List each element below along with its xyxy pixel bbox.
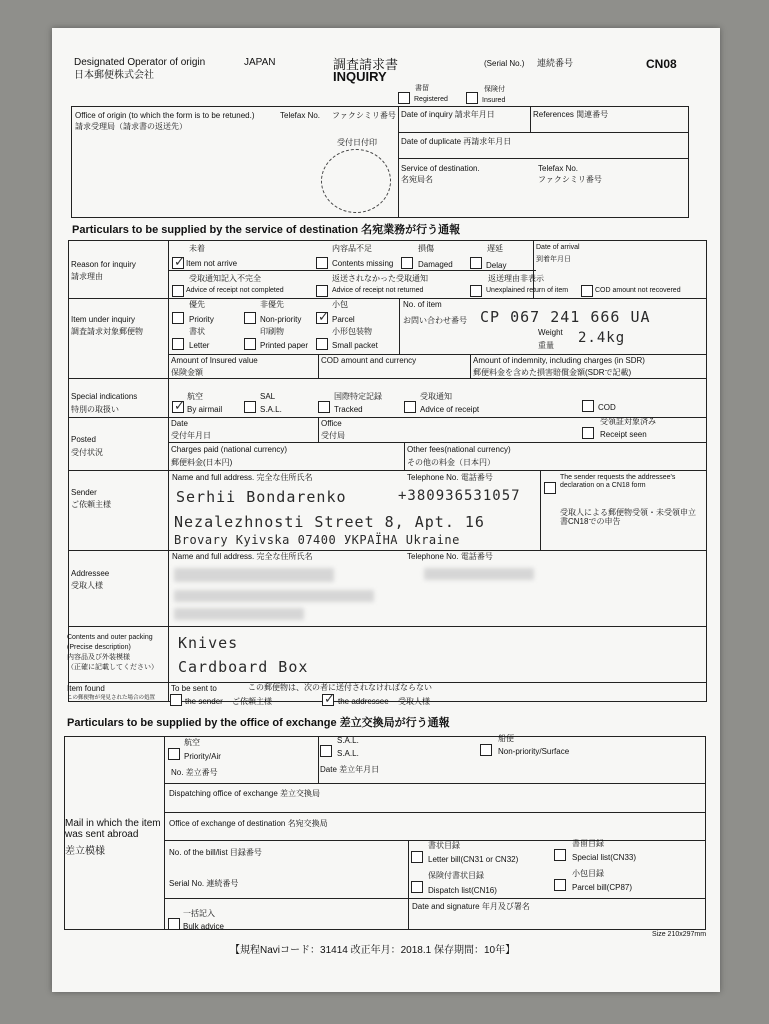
- posted-date-label: Date: [171, 419, 188, 428]
- sender-name-value: Serhii Bondarenko: [176, 488, 347, 506]
- telefax-jp: ファクシミリ番号: [332, 111, 396, 120]
- reason-label: Reason for inquiry: [71, 260, 136, 269]
- parcel-bill-jp: 小包目録: [572, 869, 604, 878]
- section1-title: Particulars to be supplied by the service of destination 名宛業務が行う通報: [72, 224, 461, 236]
- parcel-bill-checkbox[interactable]: [554, 879, 566, 891]
- cod-not-recovered-label: COD amount not recovered: [595, 287, 681, 294]
- country: JAPAN: [244, 57, 276, 68]
- registered-checkbox[interactable]: [398, 92, 410, 104]
- sal-label: S.A.L.: [260, 405, 282, 414]
- found-addressee-jp: 受取人様: [398, 697, 430, 706]
- reason-label-jp: 請求理由: [71, 272, 103, 281]
- found-note-jp: この郵便物は、次の者に送付されなければならない: [248, 683, 432, 692]
- insured-value-jp: 保険金額: [171, 368, 203, 377]
- cod-label: COD: [598, 403, 616, 412]
- special-list-jp: 書留目録: [572, 839, 604, 848]
- insured-jp: 保険付: [484, 86, 505, 93]
- weight-label: Weight: [538, 328, 563, 337]
- serial-label: (Serial No.): [484, 59, 525, 68]
- advice-checkbox[interactable]: [404, 401, 416, 413]
- letter-jp: 書状: [189, 327, 205, 336]
- letter-bill-label: Letter bill(CN31 or CN32): [428, 855, 519, 864]
- not-arrive-jp: 未着: [189, 244, 205, 253]
- charges-jp: 郵便料金(日本円): [171, 458, 233, 467]
- weight-value: 2.4kg: [578, 330, 626, 346]
- advice-label: Advice of receipt: [420, 405, 480, 414]
- exchange-sal-checkbox[interactable]: [320, 745, 332, 757]
- sal-checkbox[interactable]: [244, 401, 256, 413]
- delay-jp: 遅延: [487, 244, 503, 253]
- receipt-seen-label: Receipt seen: [600, 430, 647, 439]
- priority-air-label: Priority/Air: [184, 752, 221, 761]
- receipt-jp: 受領証対象済み: [600, 417, 656, 426]
- advice-incomplete-jp: 受取通知記入不完全: [189, 274, 261, 283]
- found-sender-label: the sender: [185, 697, 223, 706]
- cn18-checkbox[interactable]: [544, 482, 556, 494]
- special-label: Special indications: [71, 392, 138, 401]
- advice-not-returned-jp: 返送されなかった受取通知: [332, 274, 428, 283]
- airmail-label: By airmail: [187, 405, 223, 414]
- unexplained-label: Unexplained return of item: [486, 287, 569, 294]
- sender-address-line2: Brovary Kyivska 07400 УКРАЇНА Ukraine: [174, 533, 460, 547]
- sender-address-line1: Nezalezhnosti Street 8, Apt. 16: [174, 513, 485, 531]
- destination-label: Office of exchange of destination 名宛交換局: [169, 819, 328, 828]
- special-list-label: Special list(CN33): [572, 853, 637, 862]
- form-code: CN08: [646, 57, 677, 71]
- contents-label2: (Precise description): [67, 644, 131, 651]
- insured-checkbox[interactable]: [466, 92, 478, 104]
- cn18-note: The sender requests the addressee's declaration on a CN18 form: [560, 474, 676, 489]
- nonpriority-checkbox[interactable]: [244, 312, 256, 324]
- office-origin-jp: 請求受理局（請求書の返送先）: [75, 122, 187, 131]
- telefax-label: Telefax No.: [280, 111, 321, 120]
- service-dest-label: Service of destination.: [401, 164, 480, 173]
- letter-label: Letter: [189, 341, 210, 350]
- airmail-jp: 航空: [187, 392, 203, 401]
- registered-label: Registered: [414, 96, 448, 103]
- priority-air-checkbox[interactable]: [168, 748, 180, 760]
- advice-incomplete-checkbox[interactable]: [172, 285, 184, 297]
- no-of-item-label: No. of item: [403, 300, 442, 309]
- small-packet-label: Small packet: [332, 341, 378, 350]
- cn18-note-jp: 受取人による郵便物受領・未受領申立書CN18での申告: [560, 508, 696, 526]
- item-not-arrive-label: Item not arrive: [186, 259, 238, 268]
- airmail-checkbox[interactable]: [172, 401, 184, 413]
- found-sender-checkbox[interactable]: [170, 694, 182, 706]
- cod-checkbox[interactable]: [582, 400, 594, 412]
- posted-office-label: Office: [321, 419, 342, 428]
- priority-checkbox[interactable]: [172, 312, 184, 324]
- date-signature-label: Date and signature 年月及び署名: [412, 902, 530, 911]
- sender-label: Sender: [71, 488, 97, 497]
- office-origin-label: Office of origin (to which the form is to be retuned.): [75, 111, 255, 120]
- advice-not-returned-checkbox[interactable]: [316, 285, 328, 297]
- sender-tel-value: +380936531057: [398, 488, 521, 504]
- small-packet-checkbox[interactable]: [316, 338, 328, 350]
- exchange-sal-top: S.A.L.: [337, 736, 359, 745]
- inquiry-date-label: Date of inquiry 請求年月日: [401, 110, 495, 119]
- letter-bill-jp: 書状目録: [428, 841, 460, 850]
- nonpriority-jp: 非優先: [260, 300, 284, 309]
- surface-jp: 船便: [498, 734, 514, 743]
- indemnity-label: Amount of indemnity, including charges (in SDR): [473, 356, 645, 365]
- sender-tel-label: Telephone No. 電話番号: [407, 473, 493, 482]
- advice-jp: 受取通知: [420, 392, 452, 401]
- addressee-address2-redacted: [174, 608, 304, 620]
- addressee-name-redacted: [174, 568, 334, 582]
- delay-checkbox[interactable]: [470, 257, 482, 269]
- contents-label-jp: 内容品及び外装模様: [67, 654, 130, 661]
- item-not-arrive-checkbox[interactable]: [172, 257, 184, 269]
- special-list-checkbox[interactable]: [554, 849, 566, 861]
- arrival-date-label: Date of arrival: [536, 244, 580, 251]
- surface-label: Non-priority/Surface: [498, 747, 570, 756]
- posted-label: Posted: [71, 435, 96, 444]
- found-addressee-checkbox[interactable]: [322, 694, 334, 706]
- dispatch-list-checkbox[interactable]: [411, 881, 423, 893]
- exchange-label: Mail in which the item was sent abroad: [65, 818, 161, 840]
- posted-office-jp: 受付局: [321, 431, 345, 440]
- special-label-jp: 特別の取扱い: [71, 405, 119, 414]
- cod-not-recovered-checkbox[interactable]: [581, 285, 593, 297]
- references-label: References 関連番号: [533, 110, 609, 119]
- printed-paper-checkbox[interactable]: [244, 338, 256, 350]
- exchange-serial-label: Serial No. 連続番号: [169, 879, 239, 888]
- sender-label-jp: ご依頼主様: [71, 500, 111, 509]
- other-fees-label: Other fees(national currency): [407, 445, 511, 454]
- found-addressee-label: the addressee: [338, 697, 389, 706]
- bulk-advice-checkbox[interactable]: [168, 918, 180, 930]
- indemnity-jp: 郵便料金を含めた損害賠償金額(SDRで記載): [473, 368, 632, 377]
- other-fees-jp: その他の料金（日本円）: [407, 458, 495, 467]
- cod-currency-label: COD amount and currency: [321, 356, 417, 365]
- tracked-jp: 国際特定記録: [334, 392, 382, 401]
- tracked-label: Tracked: [334, 405, 363, 414]
- stamp-label: 受付日付印: [337, 138, 377, 147]
- letter-checkbox[interactable]: [172, 338, 184, 350]
- item-found-jp: この郵便物が発見された場合の処置: [67, 695, 156, 701]
- printed-paper-label: Printed paper: [260, 341, 309, 350]
- insured-value-label: Amount of Insured value: [171, 356, 258, 365]
- tracked-checkbox[interactable]: [318, 401, 330, 413]
- inquiry-form: [52, 28, 720, 992]
- weight-jp: 重量: [538, 341, 554, 350]
- delay-label: Delay: [486, 261, 507, 270]
- receipt-seen-checkbox[interactable]: [582, 427, 594, 439]
- paper-size: Size 210x297mm: [652, 931, 707, 938]
- printed-jp: 印刷物: [260, 327, 284, 336]
- contents-missing-label: Contents missing: [332, 259, 394, 268]
- surface-checkbox[interactable]: [480, 744, 492, 756]
- service-dest-jp: 名宛局名: [401, 175, 433, 184]
- tracking-number-value: CP 067 241 666 UA: [480, 308, 651, 326]
- parcel-bill-label: Parcel bill(CP87): [572, 883, 633, 892]
- title-en: INQUIRY: [333, 69, 387, 84]
- posted-label-jp: 受付状況: [71, 448, 103, 457]
- damaged-label: Damaged: [418, 260, 453, 269]
- arrival-date-jp: 到着年月日: [536, 256, 571, 263]
- dispatch-list-jp: 保険付書状目録: [428, 871, 484, 880]
- missing-jp: 内容品不足: [332, 244, 372, 253]
- charges-label: Charges paid (national currency): [171, 445, 288, 454]
- insured-label: Insured: [482, 97, 506, 104]
- exchange-sal-label: S.A.L.: [337, 749, 359, 758]
- air-jp: 航空: [184, 738, 200, 747]
- item-label-jp: 調査請求対象郵便物: [71, 327, 143, 336]
- contents-label: Contents and outer packing: [67, 634, 153, 641]
- parcel-label: Parcel: [332, 315, 355, 324]
- telefax-dest-jp: ファクシミリ番号: [538, 175, 602, 184]
- section2-title: Particulars to be supplied by the office of exchange 差立交換局が行う通報: [67, 717, 450, 729]
- duplicate-date-label: Date of duplicate 再請求年月日: [401, 137, 512, 146]
- advice-incomplete-label: Advice of receipt not completed: [186, 287, 284, 294]
- contents-line2: Cardboard Box: [178, 658, 309, 676]
- addressee-label: Addressee: [71, 569, 110, 578]
- registered-jp: 書留: [415, 85, 429, 92]
- contents-line1: Knives: [178, 634, 239, 652]
- to-be-sent-label: To be sent to: [171, 684, 217, 693]
- addressee-tel-redacted: [424, 568, 534, 580]
- found-sender-jp: ご依頼主様: [232, 697, 272, 706]
- addressee-label-jp: 受取人様: [71, 581, 103, 590]
- addressee-address1-redacted: [174, 590, 374, 602]
- date-stamp-circle: [321, 149, 391, 213]
- operator-jp: 日本郵便株式会社: [74, 70, 154, 81]
- damaged-jp: 損傷: [418, 244, 434, 253]
- contents-label-jp2: （正確に記載してください）: [67, 664, 158, 671]
- item-found-label: Item found: [67, 684, 105, 693]
- exchange-date-label: Date 差立年月日: [320, 765, 380, 774]
- contents-missing-checkbox[interactable]: [316, 257, 328, 269]
- exchange-label-jp: 差立模様: [65, 846, 105, 857]
- addressee-tel-label: Telephone No. 電話番号: [407, 552, 493, 561]
- advice-not-returned-label: Advice of receipt not returned: [332, 287, 424, 294]
- addressee-name-label: Name and full address. 完全な住所氏名: [172, 552, 313, 561]
- exchange-no-label: No. 差立番号: [171, 768, 218, 777]
- sal-top: SAL: [260, 392, 276, 401]
- unexplained-jp: 返送理由非表示: [488, 274, 544, 283]
- serial-jp: 連続番号: [537, 58, 574, 68]
- damaged-checkbox[interactable]: [401, 257, 413, 269]
- bulk-advice-label: Bulk advice: [183, 922, 224, 931]
- unexplained-checkbox[interactable]: [470, 285, 482, 297]
- item-label: Item under inquiry: [71, 315, 136, 324]
- no-of-item-jp: お問い合わせ番号: [403, 316, 467, 325]
- priority-label: Priority: [189, 315, 214, 324]
- footer-code: 【規程Naviコード：31414 改正年月：2018.1 保存期間：10年】: [230, 945, 516, 956]
- letter-bill-checkbox[interactable]: [411, 851, 423, 863]
- parcel-checkbox[interactable]: [316, 312, 328, 324]
- bulk-jp: 一括記入: [183, 909, 215, 918]
- priority-jp: 優先: [189, 300, 205, 309]
- posted-date-jp: 受付年月日: [171, 431, 211, 440]
- title-jp: 調査請求書: [333, 57, 399, 72]
- telefax-dest-label: Telefax No.: [538, 164, 579, 173]
- parcel-jp: 小包: [332, 300, 348, 309]
- bill-no-label: No. of the bill/list 目録番号: [169, 848, 262, 857]
- small-packet-jp: 小形包装物: [332, 327, 372, 336]
- dispatch-list-label: Dispatch list(CN16): [428, 886, 497, 895]
- dispatching-label: Dispatching office of exchange 差立交換局: [169, 789, 321, 798]
- operator-label: Designated Operator of origin: [74, 57, 206, 68]
- nonpriority-label: Non-priority: [260, 315, 302, 324]
- sender-name-label: Name and full address. 完全な住所氏名: [172, 473, 313, 482]
